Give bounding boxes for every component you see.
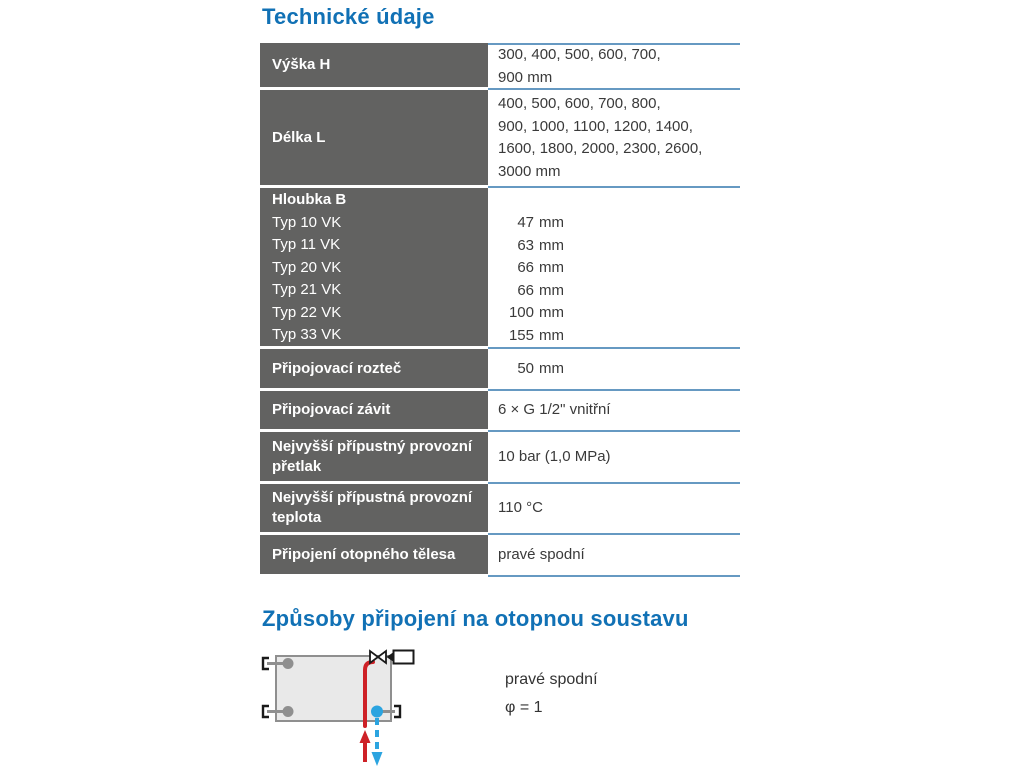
value-line: 10 bar (1,0 MPa) — [498, 447, 611, 465]
value-line: 400, 500, 600, 700, 800, — [498, 95, 661, 112]
row-label-hloubka-title: Hloubka B — [272, 191, 347, 208]
type-value: 63 mm — [517, 236, 564, 254]
row-value-hloubka — [488, 188, 740, 349]
row-label-roztec: Připojovací rozteč — [260, 349, 488, 391]
value-line: 900 mm — [498, 68, 553, 86]
value-line: 300, 400, 500, 600, 700, — [498, 46, 661, 63]
return-arrow-down-icon — [372, 752, 383, 766]
type-label: Typ 21 VK — [272, 281, 342, 298]
table-row — [260, 349, 740, 391]
type-value: 47 mm — [517, 214, 564, 231]
row-value-delka — [488, 90, 740, 188]
connection-type-label: pravé spodní — [505, 671, 598, 688]
table-row — [260, 535, 740, 577]
row-label-hloubka — [260, 188, 488, 349]
type-value: 100 mm — [508, 304, 564, 321]
value-line: 50 mm — [517, 359, 564, 377]
table-row — [260, 188, 740, 349]
table-row — [260, 432, 740, 484]
row-label-zavit: Připojovací závit — [260, 391, 488, 432]
table-row — [260, 484, 740, 535]
row-value-vyska — [488, 43, 740, 90]
plug-circle-icon — [283, 658, 294, 669]
value-line: 3000 mm — [498, 162, 561, 180]
diagram-caption — [505, 666, 598, 722]
value-line: 6 × G 1/2" vnitřní — [498, 401, 611, 419]
type-label: Typ 10 VK — [272, 213, 342, 231]
type-label: Typ 22 VK — [272, 303, 342, 321]
row-label-pretlak: Nejvyšší přípustný provozní přetlak — [260, 432, 488, 484]
row-value-teplota — [488, 484, 740, 535]
row-value-zavit — [488, 391, 740, 432]
valve-head-icon — [394, 651, 414, 664]
value-line: 110 °C — [498, 499, 543, 517]
value-line: pravé spodní — [498, 545, 585, 563]
table-row — [260, 90, 740, 188]
row-value-roztec — [488, 349, 740, 391]
value-line: 900, 1000, 1100, 1200, 1400, — [498, 117, 693, 135]
phi-value-label: φ = 1 — [505, 699, 543, 716]
table-row — [260, 391, 740, 432]
type-value: 66 mm — [517, 259, 564, 276]
row-value-pretlak — [488, 432, 740, 484]
row-value-pripojeni — [488, 535, 740, 577]
row-label-teplota: Nejvyšší přípustná provozní teplota — [260, 484, 488, 535]
plug-circle-icon — [283, 706, 294, 717]
type-label: Typ 33 VK — [272, 326, 342, 343]
type-label: Typ 11 VK — [272, 236, 341, 253]
radiator-connection-diagram — [255, 645, 470, 770]
type-value: 155 mm — [508, 326, 564, 344]
row-label-delka: Délka L — [260, 90, 488, 188]
type-value: 66 mm — [517, 281, 564, 299]
value-spacer — [498, 190, 740, 212]
page-title-technical-data: Technické údaje — [262, 4, 435, 29]
row-label-vyska: Výška H — [260, 43, 488, 90]
type-label: Typ 20 VK — [272, 258, 342, 276]
return-connection-circle — [371, 706, 383, 718]
value-line: 1600, 1800, 2000, 2300, 2600, — [498, 140, 703, 157]
supply-arrow-up-icon — [360, 730, 371, 743]
page-title-connection-methods: Způsoby připojení na otopnou soustavu — [262, 606, 689, 631]
row-label-pripojeni: Připojení otopného tělesa — [260, 535, 488, 577]
technical-data-table — [260, 43, 740, 577]
table-row — [260, 43, 740, 90]
